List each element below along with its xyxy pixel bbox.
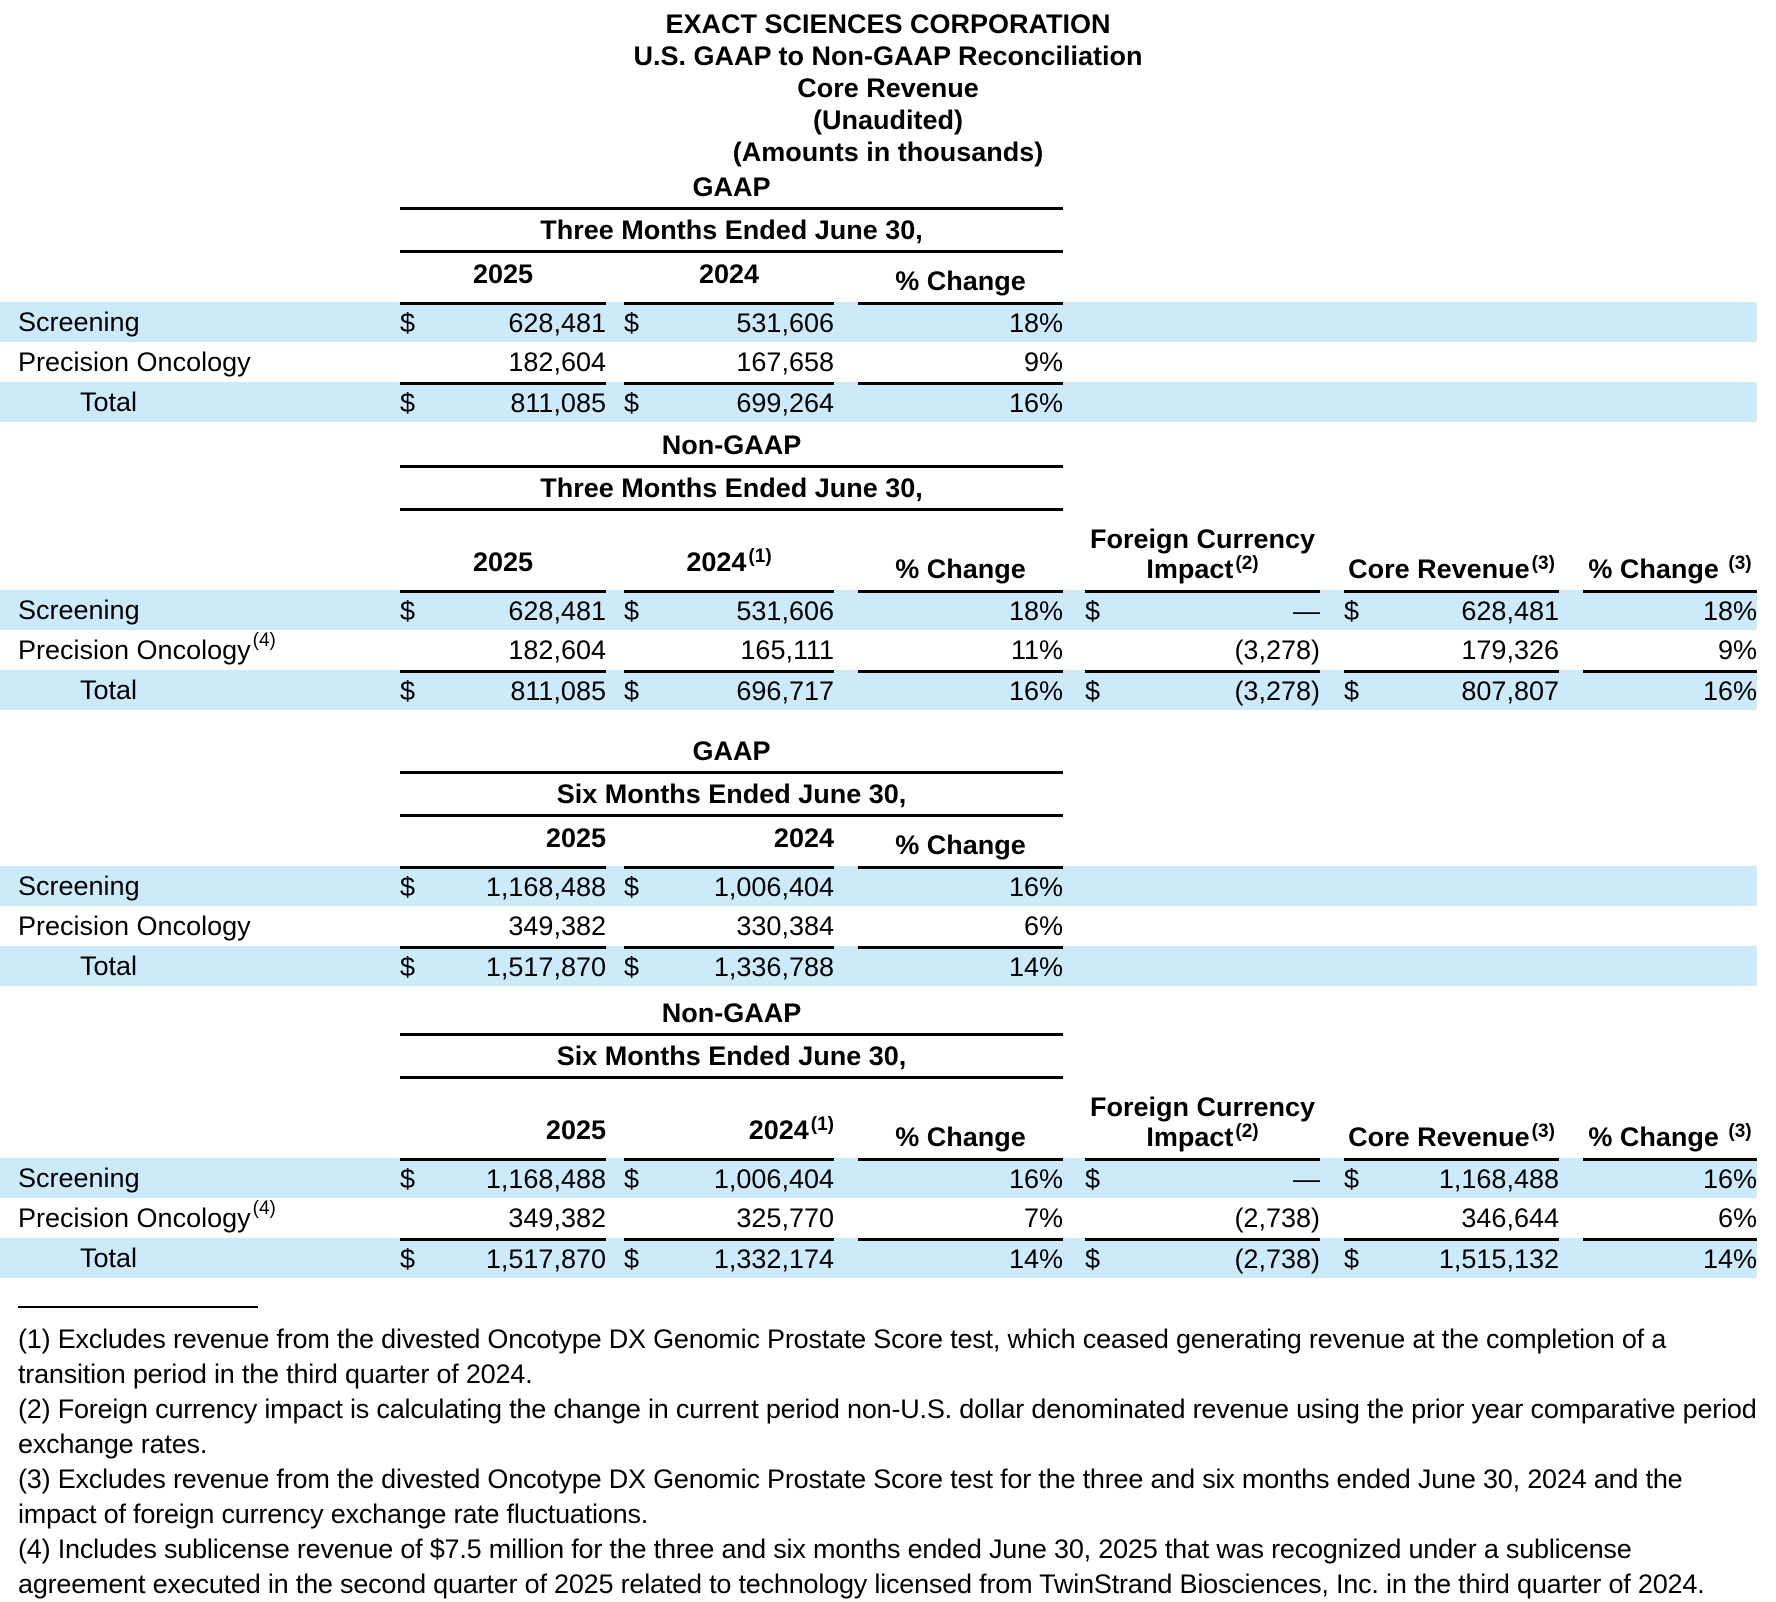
amount-value: (3,278) [1234,634,1320,665]
percent-value: 14% [1008,952,1063,982]
amount-cell [624,590,834,630]
dollar-sign: $ [400,676,416,706]
column-gap [1063,1158,1085,1198]
row-label: Total [80,386,138,417]
row-label: Total [80,950,138,981]
dollar-sign: $ [1344,596,1360,626]
amount-value: 349,382 [508,910,606,941]
percent-cell [1583,630,1757,670]
column-header-line: 2024 $^{(1)}$ [686,546,772,577]
column-gap [834,1158,858,1198]
column-gap [1063,630,1085,670]
row-label: Precision Oncology $^{(4)}$ [18,630,276,665]
period-heading: Three Months Ended June 30, [400,215,1063,253]
dollar-sign: $ [400,1164,416,1194]
percent-value: 14% [1008,1244,1063,1274]
percent-cell [858,1158,1063,1198]
period-heading: Three Months Ended June 30, [400,473,1063,511]
amount-cell [624,382,834,422]
table-row [0,590,1757,630]
column-gap [834,670,858,710]
column-gap [1320,670,1344,710]
row-label: Total [80,1242,138,1273]
column-header-line: 2025 [545,823,606,853]
column-gap [1063,670,1085,710]
percent-value: 16% [1702,1164,1757,1194]
amount-value: 531,606 [736,596,834,626]
table-row [0,342,1757,382]
column-header [624,1115,834,1158]
column-gap [834,342,858,382]
column-gap [606,1158,624,1198]
column-gap [606,302,624,342]
column-header-line: Impact $^{(2)}$ [1146,1121,1259,1152]
column-gap [606,630,624,670]
amount-value: 628,481 [508,596,606,626]
column-header-line: Core Revenue $^{(3)}$ [1348,553,1555,584]
amount-value: 628,481 [508,308,606,338]
column-gap [606,906,624,946]
dollar-sign: $ [624,388,640,418]
amount-value: 1,006,404 [713,1164,834,1194]
amount-cell [1344,1238,1559,1278]
percent-cell [858,1198,1063,1238]
percent-value: 9% [1023,346,1063,377]
percent-value: 6% [1717,1202,1757,1233]
column-header-line: 2025 [472,259,534,289]
amount-value: 531,606 [736,308,834,338]
column-gap [1559,1158,1583,1198]
column-gap [834,1198,858,1238]
amount-value: 179,326 [1461,634,1559,665]
amount-cell [624,342,834,382]
column-header-line: % Change [895,266,1026,296]
percent-cell [1583,670,1757,710]
column-gap [834,590,858,630]
amount-cell [624,1238,834,1278]
percent-value: 18% [1702,596,1757,626]
amount-value: 349,382 [508,1202,606,1233]
column-header-line: 2024 [698,259,760,289]
column-header-line: 2024 $^{(1)}$ [748,1114,834,1145]
column-gap [1559,590,1583,630]
footnote-marker: (1) [810,1114,834,1135]
column-header [624,823,834,866]
column-gap [834,946,858,986]
column-header-line: Foreign Currency [1089,1092,1316,1122]
table-row [0,1198,1757,1238]
column-header [1583,1122,1757,1158]
table-row [0,302,1757,342]
column-header [1085,524,1320,590]
column-header [400,1115,606,1158]
dollar-sign: $ [1085,1164,1101,1194]
footnote-marker: (3) [1531,1121,1555,1142]
column-gap [1320,1238,1344,1278]
period-heading: Six Months Ended June 30, [400,779,1063,817]
amount-value: 807,807 [1461,676,1559,706]
footnote-1: (1) Excludes revenue from the divested Oncotype DX Genomic Prostate Score test, which ceased generating revenue at the completion of a transition period in the third quarter of 2024. [18,1324,1667,1389]
table-header-row [0,822,1757,866]
dollar-sign: $ [624,676,640,706]
column-gap [1063,1198,1085,1238]
footnote-marker: (3) [1531,553,1555,574]
table-row [0,670,1757,710]
amount-value: 1,168,488 [1438,1164,1559,1194]
amount-value: 346,644 [1461,1202,1559,1233]
column-gap [834,302,858,342]
column-gap [1320,590,1344,630]
amount-cell [1344,1158,1559,1198]
percent-cell [858,866,1063,906]
column-header [624,547,834,590]
percent-value: 16% [1702,676,1757,706]
amount-cell [1344,630,1559,670]
column-gap [606,866,624,906]
amount-cell [1085,670,1320,710]
row-label: Screening [18,1162,140,1193]
column-header [400,823,606,866]
column-gap [1320,1158,1344,1198]
amount-cell [400,906,606,946]
amount-cell [1344,590,1559,630]
footnote-marker: (2) [1235,1121,1259,1142]
percent-cell [858,670,1063,710]
amount-cell [400,670,606,710]
amount-value: 1,168,488 [485,872,606,902]
table-row [0,866,1757,906]
column-gap [606,1238,624,1278]
amount-cell [1344,1198,1559,1238]
percent-cell [858,946,1063,986]
column-gap [834,1238,858,1278]
column-gap [834,630,858,670]
amount-cell [624,302,834,342]
amount-cell [400,866,606,906]
column-gap [1320,630,1344,670]
percent-value: 9% [1717,634,1757,665]
column-gap [1559,1198,1583,1238]
table-row [0,946,1757,986]
column-header-line: % Change $^{(3)}$ [1588,553,1752,584]
column-header-line: % Change [895,830,1026,860]
amount-value: 1,332,174 [713,1244,834,1274]
amount-cell [624,866,834,906]
footnote-marker: (2) [1235,553,1259,574]
amount-cell [1085,1158,1320,1198]
document-subtitle-2: Core Revenue [797,73,979,103]
column-header-line: % Change [895,554,1026,584]
column-header-line: 2025 [545,1115,606,1145]
basis-heading: GAAP [400,172,1063,210]
percent-value: 16% [1008,872,1063,902]
percent-cell [858,302,1063,342]
amount-value: 699,264 [736,388,834,418]
dollar-sign: $ [1085,1244,1101,1274]
row-label: Precision Oncology $^{(4)}$ [18,1198,276,1233]
table-nongaap-2 [0,430,1757,710]
dollar-sign: $ [1344,1164,1360,1194]
column-header [400,547,606,590]
footnote-marker: (1) [748,546,772,567]
company-name: EXACT SCIENCES CORPORATION [665,9,1111,39]
column-gap [834,866,858,906]
document-subtitle: U.S. GAAP to Non-GAAP Reconciliation [633,41,1143,71]
amount-value: 1,006,404 [713,872,834,902]
percent-value: 16% [1008,388,1063,418]
percent-value: 16% [1008,676,1063,706]
amount-cell [400,382,606,422]
amounts-note: (Amounts in thousands) [732,137,1044,167]
amount-value: 167,658 [736,346,834,377]
column-gap [1559,670,1583,710]
percent-cell [1583,1198,1757,1238]
amount-value: 696,717 [736,676,834,706]
column-header [624,259,834,302]
column-gap [1063,590,1085,630]
amount-cell [400,342,606,382]
column-gap [1559,1238,1583,1278]
amount-value: 811,085 [510,388,606,418]
amount-cell [624,906,834,946]
basis-heading: Non-GAAP [400,430,1063,468]
percent-cell [858,906,1063,946]
percent-cell [1583,590,1757,630]
column-header-line: 2025 [472,547,534,577]
amount-cell [400,1238,606,1278]
basis-heading: Non-GAAP [400,998,1063,1036]
dollar-sign: $ [1344,1244,1360,1274]
dollar-sign: $ [1085,676,1101,706]
column-header-line: 2024 [773,823,834,853]
amount-cell [624,946,834,986]
amount-cell [1085,630,1320,670]
percent-value: 16% [1008,1164,1063,1194]
table-gaap-1 [0,172,1757,422]
amount-value: 1,336,788 [713,952,834,982]
reconciliation-tables [0,172,1776,1278]
table-row [0,906,1757,946]
percent-cell [1583,1238,1757,1278]
table-row [0,630,1757,670]
dollar-sign: $ [624,1244,640,1274]
row-label: Precision Oncology [18,910,251,941]
footnote-4: (4) Includes sublicense revenue of $7.5 million for the three and six months ended June 30, 2025 that was recognized under a sublicense agreement executed in the second quarter of 2025 related to technology licensed from TwinStrand Biosciences, Inc. in the third quarter of 2024. [18,1534,1705,1599]
amount-value: — [1293,1164,1320,1194]
footnote-3: (3) Excludes revenue from the divested Oncotype DX Genomic Prostate Score test for the three and six months ended June 30, 2024 and the impact of foreign currency exchange rate fluctuations. [18,1464,1683,1529]
column-gap [606,342,624,382]
column-header [858,266,1063,302]
dollar-sign: $ [400,872,416,902]
row-label: Screening [18,870,140,901]
column-header-line: % Change [895,1122,1026,1152]
table-row [0,382,1757,422]
amount-cell [624,1198,834,1238]
dollar-sign: $ [1344,676,1360,706]
percent-value: 7% [1023,1202,1063,1233]
table-gaap-3 [0,736,1757,986]
table-nongaap-4 [0,998,1757,1278]
amount-cell [400,630,606,670]
dollar-sign: $ [1085,596,1101,626]
amount-value: 325,770 [736,1202,834,1233]
dollar-sign: $ [400,1244,416,1274]
period-heading: Six Months Ended June 30, [400,1041,1063,1079]
dollar-sign: $ [400,952,416,982]
footnote-marker: (3) [1728,1121,1752,1142]
column-header [858,1122,1063,1158]
amount-value: 1,515,132 [1438,1244,1559,1274]
column-gap [606,590,624,630]
footnote-marker: (3) [1728,553,1752,574]
basis-heading: GAAP [400,736,1063,774]
column-gap [1559,630,1583,670]
column-gap [606,946,624,986]
unaudited-note: (Unaudited) [813,105,963,135]
column-header-line: Foreign Currency [1089,524,1316,554]
column-header-line: % Change $^{(3)}$ [1588,1121,1752,1152]
amount-value: (2,738) [1234,1244,1320,1274]
dollar-sign: $ [624,872,640,902]
amount-cell [624,670,834,710]
column-gap [1063,1238,1085,1278]
dollar-sign: $ [624,952,640,982]
amount-cell [1344,670,1559,710]
table-header-row [0,1084,1757,1158]
table-row [0,1158,1757,1198]
column-gap [834,382,858,422]
percent-cell [858,590,1063,630]
percent-value: 11% [1010,634,1063,665]
column-header [1085,1092,1320,1158]
amount-value: 1,517,870 [485,1244,606,1274]
percent-cell [858,630,1063,670]
amount-cell [400,946,606,986]
row-label: Total [80,674,138,705]
percent-value: 6% [1023,910,1063,941]
amount-value: 811,085 [510,676,606,706]
table-header-row [0,516,1757,590]
table-row [0,1238,1757,1278]
amount-cell [400,1158,606,1198]
column-header [1583,554,1757,590]
dollar-sign: $ [400,596,416,626]
amount-cell [400,1198,606,1238]
column-header [858,830,1063,866]
amount-value: — [1293,596,1320,626]
percent-cell [858,342,1063,382]
amount-value: 182,604 [508,346,606,377]
percent-value: 18% [1008,308,1063,338]
percent-cell [858,382,1063,422]
amount-cell [400,302,606,342]
dollar-sign: $ [624,596,640,626]
row-label: Screening [18,594,140,625]
amount-value: 330,384 [736,910,834,941]
amount-value: 165,111 [740,634,834,665]
amount-cell [400,590,606,630]
percent-value: 14% [1702,1244,1757,1274]
amount-cell [1085,1198,1320,1238]
dollar-sign: $ [624,1164,640,1194]
footnote-separator [18,1306,258,1308]
amount-value: (3,278) [1234,676,1320,706]
amount-cell [624,630,834,670]
amount-value: 628,481 [1461,596,1559,626]
column-header-line: Core Revenue $^{(3)}$ [1348,1121,1555,1152]
amount-value: 182,604 [508,634,606,665]
column-gap [1320,1198,1344,1238]
footnote-2: (2) Foreign currency impact is calculating the change in current period non-U.S. dollar denominated revenue using the prior year comparative period exchange rates. [18,1394,1757,1459]
amount-cell [1085,1238,1320,1278]
table-header-row [0,258,1757,302]
column-header [1344,554,1559,590]
percent-value: 18% [1008,596,1063,626]
row-label: Precision Oncology [18,346,251,377]
row-label: Screening [18,306,140,337]
column-gap [834,906,858,946]
column-header-line: Impact $^{(2)}$ [1146,553,1259,584]
column-gap [606,670,624,710]
percent-cell [858,1238,1063,1278]
column-header [400,259,606,302]
amount-cell [624,1158,834,1198]
document-title-block [0,8,1776,168]
amount-value: 1,517,870 [485,952,606,982]
amount-value: 1,168,488 [485,1164,606,1194]
percent-cell [1583,1158,1757,1198]
column-header [858,554,1063,590]
column-header [1344,1122,1559,1158]
footnotes-section [18,1322,1762,1602]
column-gap [606,382,624,422]
dollar-sign: $ [400,308,416,338]
amount-value: (2,738) [1234,1202,1320,1233]
dollar-sign: $ [624,308,640,338]
dollar-sign: $ [400,388,416,418]
column-gap [606,1198,624,1238]
amount-cell [1085,590,1320,630]
